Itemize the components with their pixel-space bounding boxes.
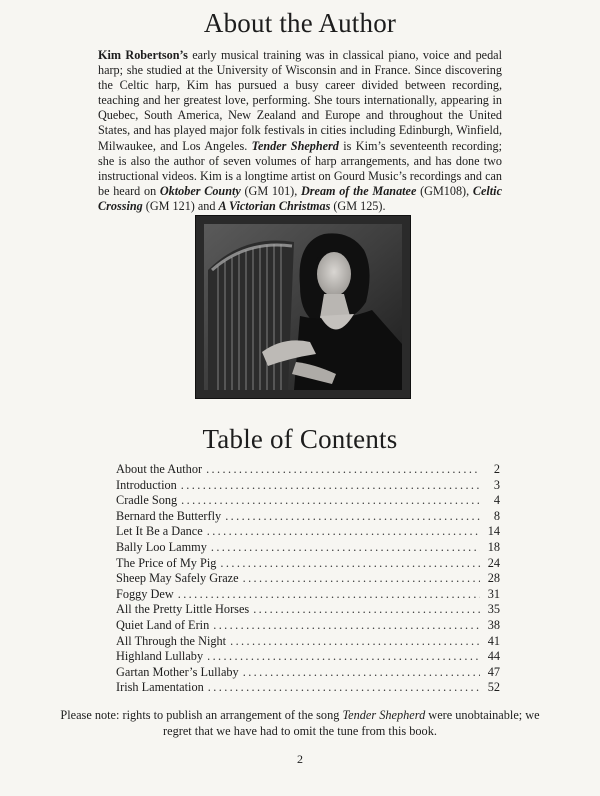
bio-text-2: is Kim’s seventeenth recording; she is also the author of seven volumes of harp arrangements, and has done two instructional videos. Kim is a longtime artist on Gourd Music’s recordings and can be heard on (98, 138, 503, 198)
toc-entry-title: Foggy Dew (116, 586, 174, 601)
bio-album-4-code: (GM 125). (330, 198, 386, 213)
rights-note-text-1: Please note: rights to publish an arrangement of the song (60, 708, 343, 722)
rights-note-song: Tender Shepherd (342, 708, 426, 722)
bio-album-3: Celtic Crossing (98, 183, 502, 213)
toc-entry-page: 18 (487, 539, 500, 554)
rights-note (60, 708, 540, 739)
toc-leader-dots (181, 478, 480, 494)
toc-entry-title: The Price of My Pig (116, 555, 217, 570)
bio-album-tender-shepherd: Tender Shepherd (251, 138, 339, 153)
toc-entry-title: Bernard the Butterfly (116, 508, 222, 523)
bio-album-2-code: (GM108), (416, 183, 473, 198)
toc-title: Table of Contents (202, 424, 398, 454)
toc-entry-page: 35 (487, 602, 500, 617)
toc-entry-title: All the Pretty Little Horses (116, 602, 250, 617)
toc-leader-dots (225, 509, 480, 525)
bio-album-4: A Victorian Christmas (218, 198, 331, 213)
toc-entry-page: 31 (487, 586, 500, 601)
toc-entry (116, 680, 500, 696)
toc-entry-title: Introduction (116, 477, 177, 492)
toc-entry-page: 24 (487, 555, 500, 570)
author-bio (98, 48, 502, 214)
toc-entry-page: 8 (493, 508, 500, 523)
toc-leader-dots (206, 462, 480, 478)
toc-leader-dots (208, 680, 480, 696)
toc-list (116, 462, 500, 696)
toc-entry (116, 556, 500, 572)
toc-leader-dots (243, 665, 480, 681)
author-photo (196, 216, 410, 398)
toc-entry-page: 38 (487, 617, 500, 632)
toc-entry (116, 602, 500, 618)
toc-entry (116, 649, 500, 665)
toc-entry-title: Irish Lamentation (116, 680, 204, 695)
toc-leader-dots (207, 524, 480, 540)
toc-entry-page: 52 (487, 680, 500, 695)
toc-leader-dots (253, 602, 480, 618)
toc-leader-dots (220, 556, 480, 572)
toc-entry (116, 540, 500, 556)
toc-entry-page: 41 (487, 633, 500, 648)
toc-entry-page: 47 (487, 664, 500, 679)
toc-entry (116, 493, 500, 509)
toc-leader-dots (243, 571, 480, 587)
toc-entry-title: Bally Loo Lammy (116, 539, 207, 554)
toc-entry-title: Highland Lullaby (116, 649, 204, 664)
toc-entry (116, 571, 500, 587)
bio-album-1-code: (GM 101), (240, 183, 301, 198)
toc-leader-dots (207, 649, 480, 665)
toc-entry-title: About the Author (116, 462, 203, 476)
toc-entry-title: All Through the Night (116, 633, 227, 648)
toc-entry-page: 44 (487, 649, 500, 664)
toc-entry-title: Let It Be a Dance (116, 524, 203, 539)
toc-leader-dots (213, 618, 480, 634)
toc-entry-page: 4 (493, 493, 500, 508)
toc-entry (116, 524, 500, 540)
bio-album-3-code: (GM 121) and (142, 198, 219, 213)
toc-entry-title: Sheep May Safely Graze (116, 571, 239, 586)
toc-entry-page: 2 (493, 462, 500, 476)
toc-entry (116, 462, 500, 478)
toc-leader-dots (181, 493, 480, 509)
author-photo-image (204, 224, 402, 390)
bio-album-2: Dream of the Manatee (300, 183, 417, 198)
bio-text-1: early musical training was in classical piano, voice and pedal harp; she studied at the University of Wisconsin and in France. Since discovering the Celtic harp, Kim has pursued a busy career divided between recording, teaching and her greatest love, performing. She tours internationally, appearing in Quebec, South America, New Zealand and Europe and throughout the United States, and has played major folk festivals in cities including Edinburgh, Winfield, Milwaukee, and Los Angeles. (98, 48, 502, 153)
toc-entry (116, 665, 500, 681)
toc-entry (116, 634, 500, 650)
toc-entry-title: Quiet Land of Erin (116, 617, 210, 632)
toc-entry-page: 14 (487, 524, 500, 539)
toc-entry-page: 28 (487, 571, 500, 586)
toc-entry-page: 3 (493, 477, 500, 492)
toc-entry (116, 587, 500, 603)
about-title: About the Author (203, 8, 397, 38)
toc-entry (116, 618, 500, 634)
toc-leader-dots (178, 587, 480, 603)
toc-leader-dots (211, 540, 480, 556)
page-number: 2 (297, 752, 303, 766)
toc-entry-title: Gartan Mother’s Lullaby (116, 664, 239, 679)
rights-note-text-2: were unobtainable; we regret that we have had to omit the tune from this book. (163, 708, 540, 738)
toc-leader-dots (230, 634, 480, 650)
author-name: Kim Robertson’s (98, 48, 188, 62)
toc-entry (116, 509, 500, 525)
bio-album-1: Oktober County (159, 183, 241, 198)
toc-entry-title: Cradle Song (116, 493, 178, 508)
toc-entry (116, 478, 500, 494)
